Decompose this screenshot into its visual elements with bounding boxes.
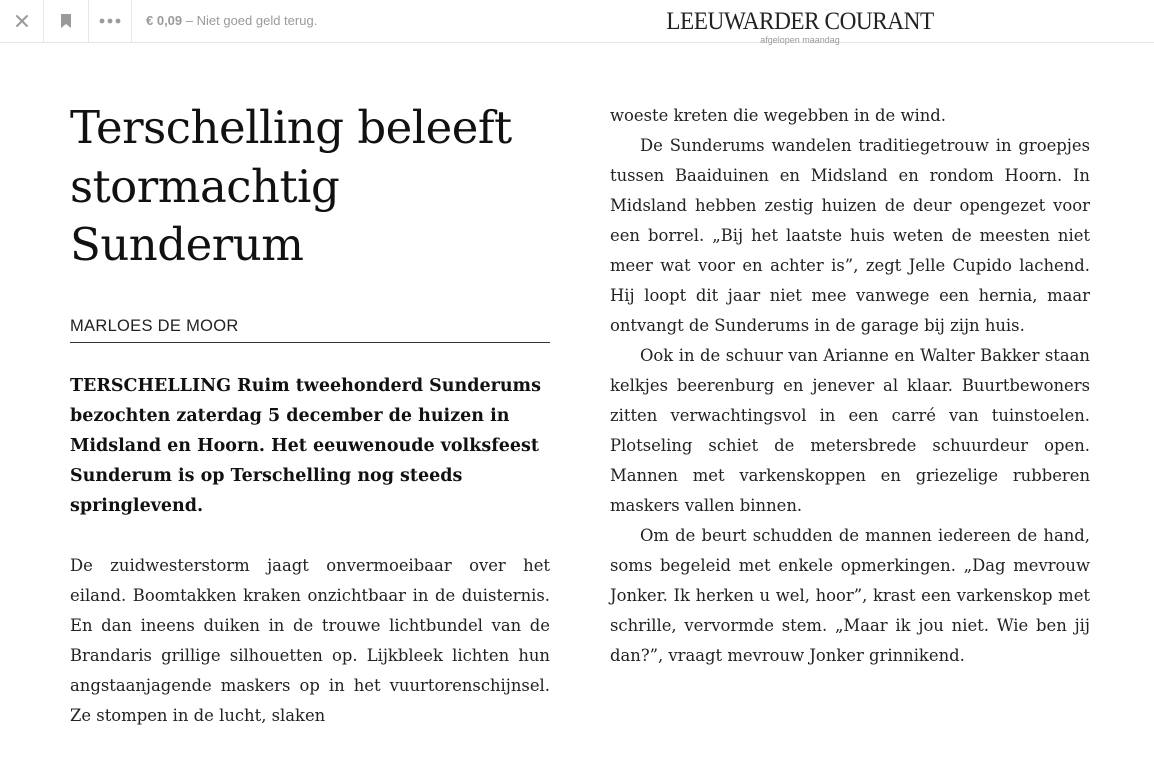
more-icon (99, 18, 121, 24)
article-headline: Terschelling beleeft stormachtig Sunderum (70, 101, 512, 271)
article-body-column-2 (610, 101, 1090, 671)
bookmark-button[interactable] (44, 0, 89, 42)
publication-brand[interactable] (600, 8, 1000, 45)
price-amount: € 0,09 (146, 13, 183, 28)
article-author: MARLOES DE MOOR (70, 317, 550, 343)
price-note: – Niet goed geld terug. (182, 13, 318, 28)
body-paragraph: woeste kreten die wegebben in de wind. (610, 106, 946, 125)
close-button[interactable] (0, 0, 44, 42)
article-body-column-1: De zuidwesterstorm jaagt onvermoeibaar over het eiland. Boomtakken kraken onzichtbaar in de duisternis. En dan ineens duiken in de trouwe lichtbundel van de Brandaris grillige silhouetten op. Lijkbleek lichten hun angstaanjagende maskers op in het vuurtorenschijnsel. Ze stompen in de lucht, slaken (70, 556, 550, 725)
article-lead: TERSCHELLING Ruim tweehonderd Sunderums bezochten zaterdag 5 december de huizen in Midsland en Hoorn. Het eeuwenoude volksfeest Sunderum is op Terschelling nog steeds springlevend. (70, 376, 541, 516)
price-info (146, 13, 317, 28)
body-paragraph: Ook in de schuur van Arianne en Walter Bakker staan kelkjes beerenburg en jenever al klaar. Buurtbewoners zitten verwachtingsvol in een carré van tuinstoelen. Plotseling schiet de metersbrede schuurdeur open. Mannen met varkenskoppen en griezelige rubberen maskers vallen binnen. (610, 346, 1090, 515)
publication-date: afgelopen maandag (760, 35, 840, 45)
close-icon (15, 14, 29, 28)
top-toolbar (0, 0, 1154, 43)
publication-name: LEEUWARDER COURANT (666, 8, 934, 35)
bookmark-icon (60, 13, 72, 29)
body-paragraph: Om de beurt schudden de mannen iedereen de hand, soms begeleid met enkele opmerkingen. „Dag mevrouw Jonker. Ik herken u wel, hoor”, krast een varkenskop met schrille, vervormde stem. „Maar ik jou niet. Wie ben jij dan?”, vraagt mevrouw Jonker grinnikend. (610, 526, 1090, 665)
more-button[interactable] (89, 0, 132, 42)
body-paragraph: De Sunderums wandelen traditiegetrouw in groepjes tussen Baaiduinen en Midsland en rondom Hoorn. In Midsland hebben zestig huizen de deur opengezet voor een borrel. „Bij het laatste huis weten de meesten niet meer wat voor en achter is”, zegt Jelle Cupido lachend. Hij loopt dit jaar niet mee vanwege een hernia, maar ontvangt de Sunderums in de garage bij zijn huis. (610, 136, 1090, 335)
